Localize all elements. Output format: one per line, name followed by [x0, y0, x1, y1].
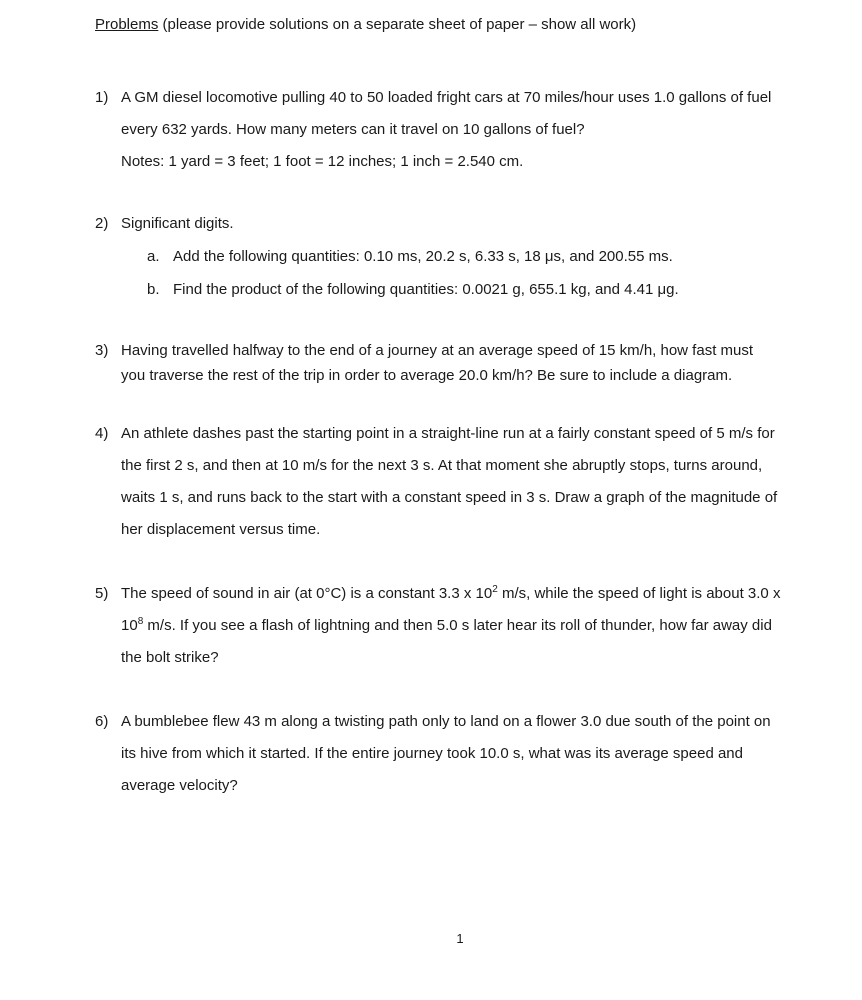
problem-notes: Notes: 1 yard = 3 feet; 1 foot = 12 inches; 1 inch = 2.540 cm. — [121, 153, 524, 170]
problem-5 — [95, 578, 828, 674]
problem-text-line: A GM diesel locomotive pulling 40 to 50 loaded fright cars at 70 miles/hour uses 1.0 gallons of fuel — [121, 89, 772, 106]
problem-text-line: the first 2 s, and then at 10 m/s for the next 3 s. At that moment she abruptly stops, turns around, — [121, 457, 763, 474]
text-segment: m/s. If you see a flash of lightning and then 5.0 s later hear its roll of thunder, how far away did — [143, 617, 772, 634]
exponent: 2 — [492, 584, 498, 595]
problem-text-line: you traverse the rest of the trip in order to average 20.0 km/h? Be sure to include a diagram. — [121, 367, 733, 384]
text-segment: 10 — [121, 617, 138, 634]
problem-number: 3) — [95, 342, 109, 359]
problem-4 — [95, 418, 828, 546]
exponent: 8 — [137, 616, 144, 627]
problem-number: 4) — [95, 425, 109, 442]
problem-text-line: A bumblebee flew 43 m along a twisting path only to land on a flower 3.0 due south of the point on — [121, 713, 771, 730]
header-title: Problems — [95, 16, 159, 33]
problem-text-line: every 632 yards. How many meters can it travel on 10 gallons of fuel? — [121, 121, 585, 138]
text-segment: m/s, while the speed of light is about 3.0 x — [497, 585, 781, 602]
header-note: (please provide solutions on a separate sheet of paper – show all work) — [162, 16, 637, 33]
problem-text-line: its hive from which it started. If the entire journey took 10.0 s, what was its average speed and — [121, 745, 743, 762]
problem-text-line: average velocity? — [121, 777, 238, 794]
problem-title: Significant digits. — [121, 215, 234, 232]
part-text: Find the product of the following quantities: 0.0021 g, 655.1 kg, and 4.41 μg. — [173, 281, 679, 298]
part-letter: b. — [147, 281, 160, 298]
problem-text-line: the bolt strike? — [121, 649, 219, 666]
problem-part-a — [147, 240, 828, 273]
problem-number: 2) — [95, 215, 109, 232]
problem-6 — [95, 706, 828, 802]
problem-1 — [95, 82, 828, 178]
problem-2 — [95, 207, 828, 306]
page-number: 1 — [456, 931, 464, 946]
problem-text-line: her displacement versus time. — [121, 521, 321, 538]
problem-number: 1) — [95, 89, 109, 106]
problem-text-line — [121, 610, 828, 642]
problem-text-line: Having travelled halfway to the end of a journey at an average speed of 15 km/h, how fast must — [121, 342, 754, 359]
problem-number: 5) — [95, 585, 109, 602]
problem-text-line — [121, 578, 828, 610]
problem-text-line: waits 1 s, and runs back to the start with a constant speed in 3 s. Draw a graph of the magnitude of — [121, 489, 778, 506]
problem-text-line: An athlete dashes past the starting point in a straight-line run at a fairly constant speed of 5 m/s for — [121, 425, 775, 442]
problem-number: 6) — [95, 713, 109, 730]
part-text: Add the following quantities: 0.10 ms, 20.2 s, 6.33 s, 18 μs, and 200.55 ms. — [173, 248, 673, 265]
text-segment: The speed of sound in air (at 0°C) is a constant 3.3 x 10 — [121, 585, 493, 602]
problems-header — [95, 16, 636, 33]
problem-3 — [95, 338, 828, 388]
part-letter: a. — [147, 248, 160, 265]
problem-part-b — [147, 273, 828, 306]
